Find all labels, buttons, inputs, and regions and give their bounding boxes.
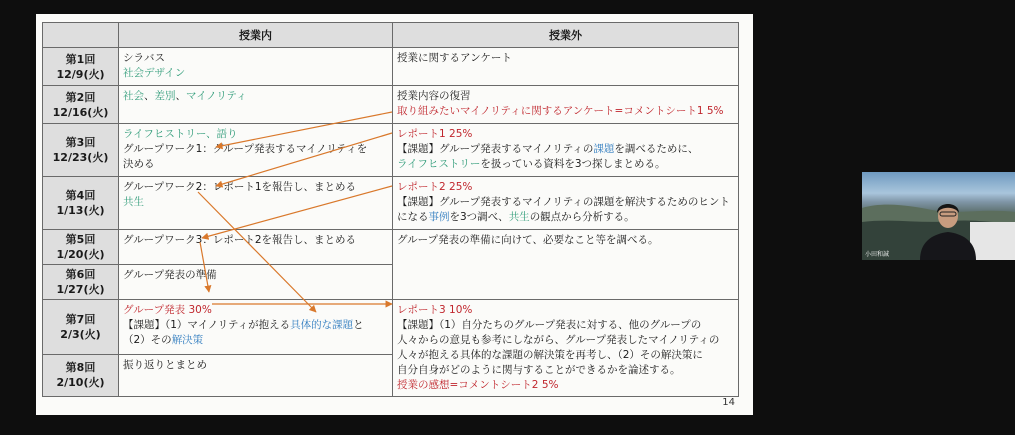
cell-line xyxy=(123,180,388,195)
presentation-slide xyxy=(36,14,753,415)
header-row xyxy=(43,23,739,48)
video-feed[interactable] xyxy=(862,172,1015,260)
text-segment: になる xyxy=(397,211,429,223)
cell-line xyxy=(123,142,388,157)
video-scene xyxy=(862,172,1015,260)
cell-line xyxy=(123,358,388,373)
cell-line xyxy=(397,51,734,66)
text-segment: （2）その xyxy=(123,334,172,346)
table-row xyxy=(43,48,739,86)
table-row xyxy=(43,124,739,177)
text-segment: 【課題】（1）マイノリティが抱える xyxy=(123,319,291,331)
outside-cell xyxy=(393,86,739,124)
session-number: 第8回 xyxy=(65,361,96,375)
text-segment: を扱っている資料を3つ探しまとめる。 xyxy=(480,158,666,170)
text-segment: 授業に関するアンケート xyxy=(397,52,512,64)
text-segment: の観点から分析する。 xyxy=(529,211,635,223)
text-segment: グループワーク2：レポート1を報告し、まとめる xyxy=(123,181,357,193)
text-segment: 【課題】グループ発表するマイノリティの課題を解決するためのヒント xyxy=(397,196,730,208)
cell-line xyxy=(123,195,388,210)
inside-cell xyxy=(119,230,393,265)
text-segment: 社会 xyxy=(123,90,144,102)
inside-cell xyxy=(119,300,393,355)
header-inside: 授業内 xyxy=(119,23,393,48)
session-label xyxy=(43,177,119,230)
cell-line xyxy=(123,89,388,104)
text-segment: を3つ調べ、 xyxy=(449,211,509,223)
text-segment: レポート3 10% xyxy=(397,304,473,316)
outside-cell xyxy=(393,177,739,230)
session-date: 12/23(火) xyxy=(52,151,109,164)
cell-line xyxy=(397,210,734,225)
text-segment: 人々が抱える具体的な課題の解決策を再考し、（2）その解決策に xyxy=(397,349,703,361)
session-label xyxy=(43,48,119,86)
text-segment: 共生 xyxy=(508,211,530,223)
session-label xyxy=(43,265,119,300)
cell-line xyxy=(397,333,734,348)
cell-line xyxy=(397,195,734,210)
slide-number: 14 xyxy=(722,397,735,408)
session-date: 12/9(火) xyxy=(56,67,105,81)
session-date: 1/20(火) xyxy=(56,248,105,261)
session-date: 2/10(火) xyxy=(56,376,105,390)
text-segment: 差別 xyxy=(154,90,176,102)
text-segment: 自分自身がどのように関与することができるかを論述する。 xyxy=(397,364,681,376)
text-segment: 取り組みたいマイノリティに関するアンケート=コメントシート1 5% xyxy=(397,105,724,117)
session-number: 第4回 xyxy=(65,189,96,202)
session-number: 第7回 xyxy=(65,312,96,326)
text-segment: 授業の感想=コメントシート2 5% xyxy=(397,379,559,391)
text-segment: 決める xyxy=(123,158,155,170)
header-outside: 授業外 xyxy=(393,23,739,48)
cell-line xyxy=(397,180,734,195)
session-label xyxy=(43,124,119,177)
cell-line xyxy=(123,127,388,142)
text-segment: ライフヒストリー xyxy=(397,158,481,170)
text-segment: 【課題】（1）自分たちのグループ発表に対する、他のグループの xyxy=(397,319,702,331)
cell-line xyxy=(123,318,388,333)
table-row xyxy=(43,86,739,124)
session-label xyxy=(43,86,119,124)
text-segment: 解決策 xyxy=(171,334,204,346)
session-number: 第2回 xyxy=(65,90,96,104)
inside-cell xyxy=(119,354,393,396)
session-number: 第3回 xyxy=(65,136,96,149)
outside-cell xyxy=(393,230,739,300)
inside-cell xyxy=(119,124,393,177)
cell-line xyxy=(397,104,734,119)
text-segment: ライフヒストリー、語り xyxy=(123,128,238,140)
cell-line xyxy=(123,268,388,283)
cell-line xyxy=(123,233,388,248)
text-segment: グループ発表の準備 xyxy=(123,269,217,281)
inside-cell xyxy=(119,177,393,230)
participant-name: 小田和誠 xyxy=(865,251,890,258)
inside-cell xyxy=(119,48,393,86)
session-date: 1/27(火) xyxy=(56,283,105,296)
inside-cell xyxy=(119,265,393,300)
cell-line xyxy=(123,157,388,172)
text-segment: 授業内容の復習 xyxy=(397,90,471,102)
cell-line xyxy=(397,303,734,318)
table-row xyxy=(43,300,739,355)
text-segment: 、 xyxy=(175,90,186,102)
text-segment: グループワーク1：グループ発表するマイノリティを xyxy=(123,143,368,155)
cell-line xyxy=(123,303,388,318)
session-number: 第1回 xyxy=(65,52,96,66)
text-segment: 事例 xyxy=(428,211,450,223)
session-label xyxy=(43,354,119,396)
outside-cell xyxy=(393,48,739,86)
text-segment: 振り返りとまとめ xyxy=(123,358,207,371)
table-row xyxy=(43,177,739,230)
schedule-table xyxy=(42,22,739,397)
text-segment: グループ発表の準備に向けて、必要なこと等を調べる。 xyxy=(397,234,659,246)
outside-cell xyxy=(393,300,739,397)
text-segment: レポート1 25% xyxy=(397,128,473,140)
cell-line xyxy=(397,233,734,248)
text-segment: 人々からの意見も参考にしながら、グループ発表したマイノリティの xyxy=(397,334,720,346)
text-segment: と xyxy=(353,319,364,331)
text-segment: を調べるために、 xyxy=(614,143,699,155)
text-segment: グループ発表 30% xyxy=(123,304,212,316)
text-segment: 【課題】グループ発表するマイノリティの xyxy=(397,143,594,155)
text-segment: マイノリティ xyxy=(186,90,247,102)
cell-line xyxy=(397,318,734,333)
cell-line xyxy=(123,66,388,81)
outside-cell xyxy=(393,124,739,177)
text-segment: 課題 xyxy=(593,143,615,155)
cell-line xyxy=(397,157,734,172)
cell-line xyxy=(123,51,388,66)
text-segment: グループワーク3：レポート2を報告し、まとめる xyxy=(123,234,357,246)
cell-line xyxy=(397,142,734,157)
inside-cell xyxy=(119,86,393,124)
table-row xyxy=(43,230,739,265)
cell-line xyxy=(397,378,734,393)
text-segment: 具体的な課題 xyxy=(290,319,354,331)
cell-line xyxy=(397,89,734,104)
text-segment: シラバス xyxy=(123,52,165,64)
text-segment: レポート2 25% xyxy=(397,181,473,193)
session-date: 1/13(火) xyxy=(56,204,105,217)
session-number: 第6回 xyxy=(65,268,96,281)
text-segment: 、 xyxy=(144,90,155,102)
text-segment: 社会デザイン xyxy=(123,67,186,79)
cell-line xyxy=(397,348,734,363)
session-date: 2/3(火) xyxy=(60,327,101,341)
session-label xyxy=(43,300,119,355)
cell-line xyxy=(123,333,388,348)
session-label xyxy=(43,230,119,265)
cell-line xyxy=(397,363,734,378)
cell-line xyxy=(397,127,734,142)
text-segment: 共生 xyxy=(123,196,144,208)
session-number: 第5回 xyxy=(65,233,96,246)
corner-cell xyxy=(43,23,119,48)
session-date: 12/16(火) xyxy=(52,105,109,119)
